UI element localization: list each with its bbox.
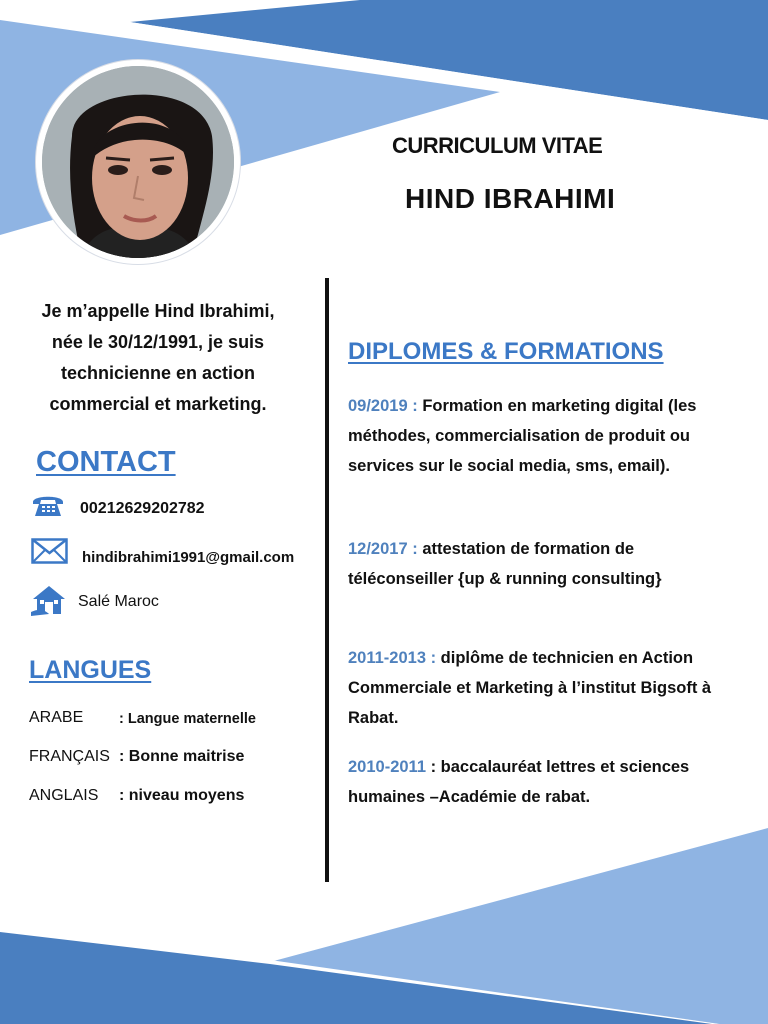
diploma-entry (348, 391, 720, 481)
diploma-entry (348, 534, 720, 594)
telephone-icon (31, 493, 65, 517)
diploma-text: diplôme de technicien en Action Commerciale et Marketing à l’institut Bigsoft à Rabat. (348, 649, 712, 727)
langues-heading: LANGUES (29, 656, 152, 684)
profile-photo-frame (36, 60, 240, 264)
intro-line: Je m’appelle Hind Ibrahimi, (41, 301, 275, 321)
cv-name: HIND IBRAHIMI (405, 183, 616, 214)
language-row (29, 748, 245, 766)
profile-photo (42, 66, 234, 258)
language-name: ARABE (29, 709, 84, 726)
diploma-text: Formation en marketing digital (les méthodes, commercialisation de produit ou services sur le social media, sms, email). (348, 397, 697, 475)
cv-title: CURRICULUM VITAE (392, 133, 603, 158)
diplomes-heading: DIPLOMES & FORMATIONS (348, 338, 664, 365)
diploma-date: 2011-2013 : (348, 649, 437, 667)
portrait-illustration (42, 66, 234, 258)
diploma-text: attestation de formation de téléconseiller {up & running consulting} (348, 540, 662, 588)
vertical-divider (325, 278, 329, 882)
intro-line: née le 30/12/1991, je suis (51, 332, 265, 352)
intro-line: commercial et marketing. (49, 394, 267, 414)
diploma-date: 09/2019 : (348, 397, 418, 415)
phone-number: 00212629202782 (80, 500, 205, 517)
contact-heading: CONTACT (36, 446, 176, 478)
diploma-date: 2010-2011 (348, 758, 426, 776)
house-icon (31, 584, 67, 616)
envelope-icon (31, 538, 68, 564)
language-level: : Bonne maitrise (119, 748, 245, 765)
diploma-entry (348, 643, 720, 733)
language-level: : Langue maternelle (119, 711, 256, 727)
email-address: hindibrahimi1991@gmail.com (82, 549, 295, 566)
diploma-text: : baccalauréat lettres et sciences humaines –Académie de rabat. (348, 758, 690, 806)
language-row (29, 709, 256, 727)
address: Salé Maroc (78, 593, 159, 610)
language-level: : niveau moyens (119, 787, 245, 804)
intro-text (14, 296, 302, 420)
language-name: ANGLAIS (29, 787, 99, 804)
language-row (29, 787, 245, 805)
intro-line: technicienne en action (60, 363, 256, 383)
diploma-date: 12/2017 : (348, 540, 418, 558)
language-name: FRANÇAIS (29, 748, 110, 765)
diploma-entry (348, 752, 720, 812)
